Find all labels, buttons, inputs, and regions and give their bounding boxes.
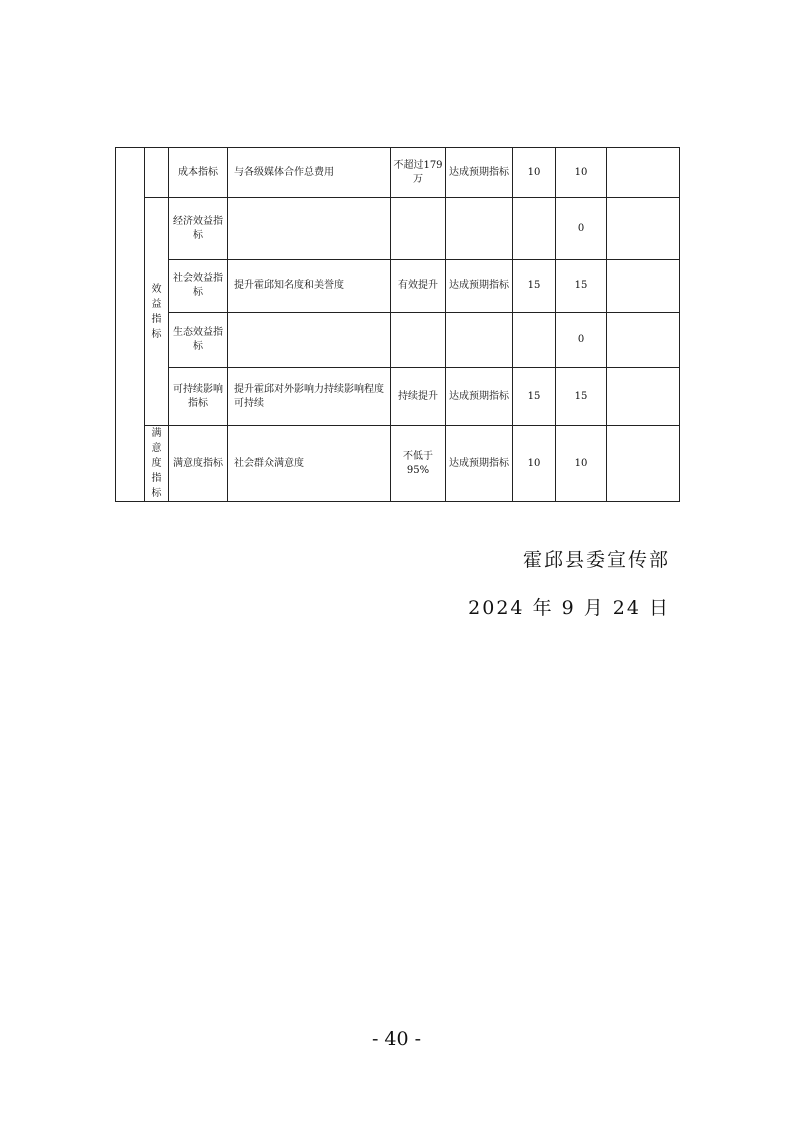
table-row bbox=[116, 148, 680, 198]
actual-score: 15 bbox=[556, 260, 607, 313]
page-number: - 40 - bbox=[371, 1028, 422, 1050]
level1-cell bbox=[116, 148, 145, 502]
indicator-content: 社会群众满意度 bbox=[228, 426, 391, 502]
actual-result: 达成预期指标 bbox=[446, 368, 513, 426]
weight-score: 10 bbox=[513, 426, 556, 502]
table-row bbox=[116, 368, 680, 426]
target-value bbox=[391, 313, 446, 368]
group-label-benefit bbox=[145, 198, 169, 426]
signature-date: 2024 年 9 月 24 日 bbox=[468, 597, 670, 619]
remark bbox=[607, 426, 680, 502]
remark bbox=[607, 313, 680, 368]
level3-indicator: 生态效益指标 bbox=[169, 313, 228, 368]
weight-score: 15 bbox=[513, 260, 556, 313]
actual-result: 达成预期指标 bbox=[446, 148, 513, 198]
performance-indicator-table bbox=[115, 147, 680, 502]
signature-organization: 霍邱县委宣传部 bbox=[522, 549, 670, 571]
target-value bbox=[391, 198, 446, 260]
actual-result: 达成预期指标 bbox=[446, 260, 513, 313]
group-label-benefit-text: 效益指标 bbox=[151, 283, 162, 340]
weight-score: 10 bbox=[513, 148, 556, 198]
actual-score: 10 bbox=[556, 426, 607, 502]
actual-score: 0 bbox=[556, 198, 607, 260]
weight-score bbox=[513, 313, 556, 368]
weight-score: 15 bbox=[513, 368, 556, 426]
level3-indicator: 社会效益指标 bbox=[169, 260, 228, 313]
group-label-satisfaction bbox=[145, 426, 169, 502]
remark bbox=[607, 198, 680, 260]
remark bbox=[607, 368, 680, 426]
level3-indicator: 满意度指标 bbox=[169, 426, 228, 502]
level3-indicator: 可持续影响指标 bbox=[169, 368, 228, 426]
target-value: 不超过179万 bbox=[391, 148, 446, 198]
remark bbox=[607, 148, 680, 198]
actual-score: 0 bbox=[556, 313, 607, 368]
indicator-content: 提升霍邱知名度和美誉度 bbox=[228, 260, 391, 313]
level3-indicator: 成本指标 bbox=[169, 148, 228, 198]
target-value: 不低于95% bbox=[391, 426, 446, 502]
level2-cell bbox=[145, 148, 169, 198]
indicator-content bbox=[228, 313, 391, 368]
target-value: 持续提升 bbox=[391, 368, 446, 426]
weight-score bbox=[513, 198, 556, 260]
indicator-content bbox=[228, 198, 391, 260]
indicator-content: 提升霍邱对外影响力持续影响程度可持续 bbox=[228, 368, 391, 426]
table-row bbox=[116, 198, 680, 260]
group-label-satisfaction-text: 满意度指标 bbox=[151, 428, 162, 499]
actual-score: 10 bbox=[556, 148, 607, 198]
actual-result bbox=[446, 313, 513, 368]
indicator-content: 与各级媒体合作总费用 bbox=[228, 148, 391, 198]
table-row bbox=[116, 426, 680, 502]
actual-result: 达成预期指标 bbox=[446, 426, 513, 502]
actual-result bbox=[446, 198, 513, 260]
actual-score: 15 bbox=[556, 368, 607, 426]
level3-indicator: 经济效益指标 bbox=[169, 198, 228, 260]
remark bbox=[607, 260, 680, 313]
table-row bbox=[116, 260, 680, 313]
table-row bbox=[116, 313, 680, 368]
target-value: 有效提升 bbox=[391, 260, 446, 313]
